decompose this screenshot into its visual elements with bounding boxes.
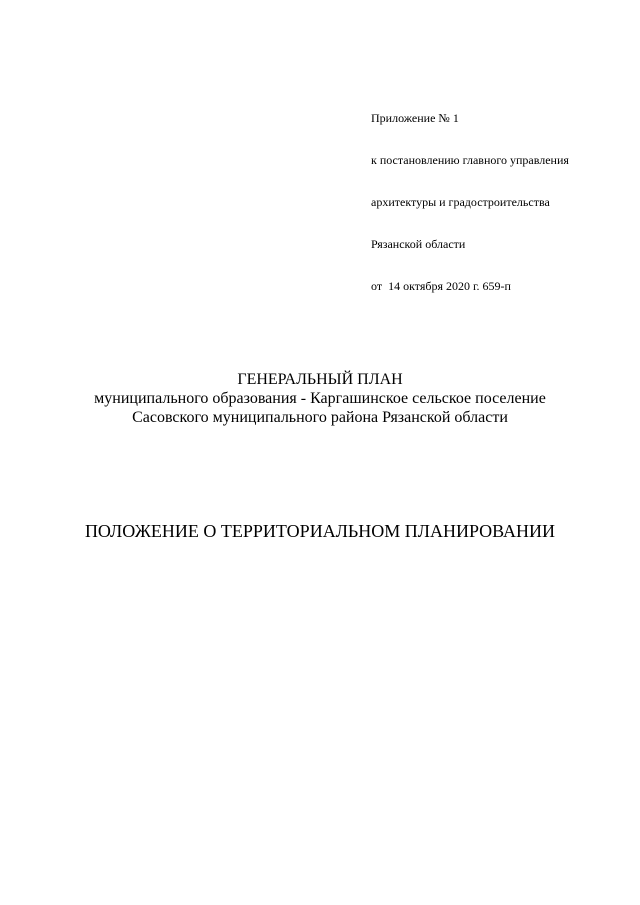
appendix-number: Приложение № 1	[371, 111, 459, 125]
plan-title-block	[0, 370, 640, 427]
appendix-region-line: Рязанской области	[371, 237, 466, 251]
plan-title: ГЕНЕРАЛЬНЫЙ ПЛАН	[237, 371, 403, 388]
appendix-date-line: от 14 октября 2020 г. 659-п	[371, 279, 511, 293]
appendix-resolution-line: к постановлению главного управления	[371, 153, 569, 167]
plan-municipality-line: муниципального образования - Каргашинское сельское поселение	[94, 390, 546, 407]
plan-district-line: Сасовского муниципального района Рязанской области	[132, 409, 508, 426]
section-heading: ПОЛОЖЕНИЕ О ТЕРРИТОРИАЛЬНОМ ПЛАНИРОВАНИИ	[84, 521, 556, 541]
appendix-department-line: архитектуры и градостроительства	[371, 195, 550, 209]
appendix-note	[371, 83, 621, 321]
